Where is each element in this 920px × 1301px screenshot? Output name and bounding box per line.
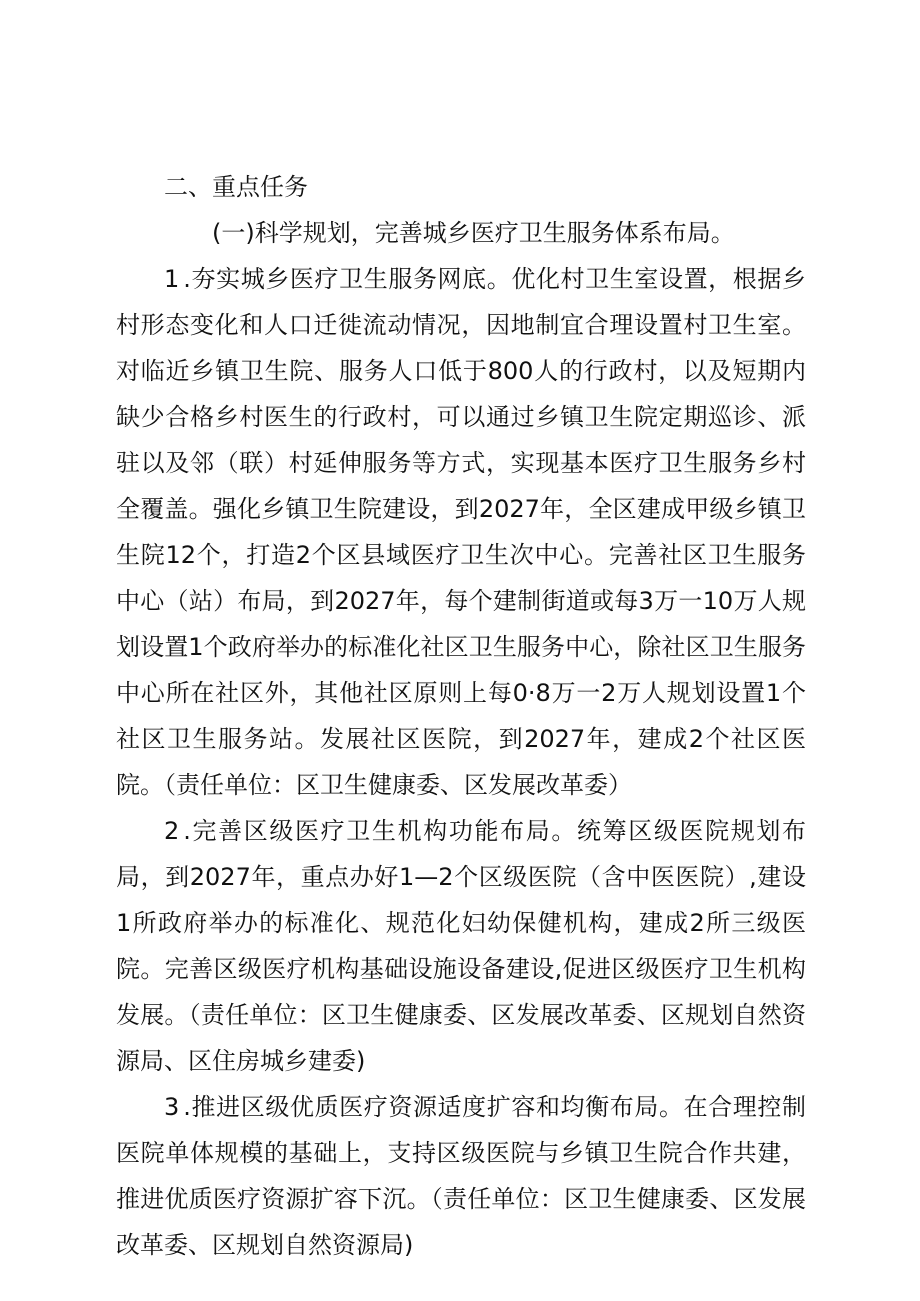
section-subheading: (一)科学规划，完善城乡医疗卫生服务体系布局。 bbox=[212, 219, 735, 247]
paragraph-item-3 bbox=[116, 1084, 806, 1268]
item-text: .推进区级优质医疗资源适度扩容和均衡布局。在合理控制医院单体规模的基础上，支持区级医院与乡镇卫生院合作共建，推进优质医疗资源扩容下沉。（责任单位：区卫生健康委、区发展改革委、区规划自然资源局) bbox=[116, 1093, 806, 1259]
section-heading: 二、重点任务 bbox=[164, 173, 308, 201]
item-number: 1 bbox=[164, 265, 180, 293]
item-number: 3 bbox=[164, 1093, 180, 1121]
item-text: .夯实城乡医疗卫生服务网底。优化村卫生室设置，根据乡村形态变化和人口迁徙流动情况，因地制宜合理设置村卫生室。对临近乡镇卫生院、服务人口低于800人的行政村，以及短期内缺少合格乡村医生的行政村，可以通过乡镇卫生院定期巡诊、派驻以及邻（联）村延伸服务等方式，实现基本医疗卫生服务乡村全覆盖。强化乡镇卫生院建设，到2027年，全区建成甲级乡镇卫生院12个，打造2个区县域医疗卫生次中心。完善社区卫生服务中心（站）布局，到2027年，每个建制街道或每3万一10万人规划设置1个政府举办的标准化社区卫生服务中心，除社区卫生服务中心所在社区外，其他社区原则上每0·8万一2万人规划设置1个社区卫生服务站。发展社区医院，到2027年，建成2个社区医院。（责任单位：区卫生健康委、区发展改革委） bbox=[116, 265, 806, 799]
paragraph-item-2 bbox=[116, 808, 806, 1084]
item-text: .完善区级医疗卫生机构功能布局。统筹区级医院规划布局，到2027年，重点办好1—2个区级医院（含中医医院）,建设1所政府举办的标准化、规范化妇幼保健机构，建成2所三级医院。完善区级医疗机构基础设施设备建设,促进区级医疗卫生机构发展。（责任单位：区卫生健康委、区发展改革委、区规划自然资源局、区住房城乡建委) bbox=[116, 817, 806, 1075]
item-number: 2 bbox=[164, 817, 180, 845]
document-body bbox=[116, 164, 806, 1268]
paragraph-item-1 bbox=[116, 256, 806, 808]
